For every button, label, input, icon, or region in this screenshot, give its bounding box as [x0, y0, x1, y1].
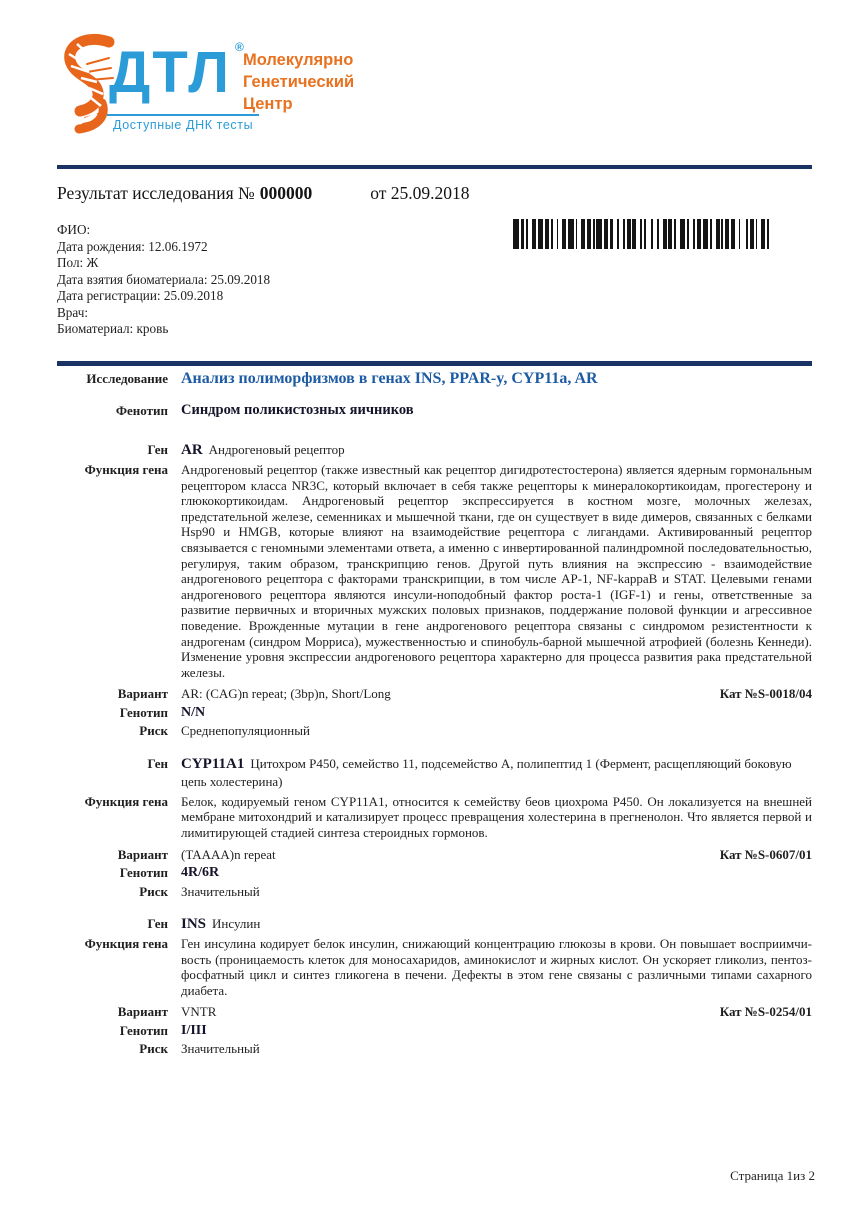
risk-value: Значительный — [181, 883, 260, 899]
gene-section-ar — [57, 441, 812, 741]
gene-function-label: Функция гена — [84, 462, 168, 477]
patient-sex-line: Пол: Ж — [57, 255, 99, 270]
genotype-row — [57, 864, 812, 883]
study-row — [57, 368, 812, 389]
doctor-line: Врач: — [57, 304, 89, 320]
gene-title — [181, 915, 812, 933]
tagline-line: Центр — [243, 95, 293, 113]
genotype-value: N/N — [181, 704, 206, 720]
gene-section-cyp11a1 — [57, 755, 812, 901]
gene-title — [181, 755, 812, 791]
risk-row — [57, 883, 812, 902]
study-title: Анализ полиморфизмов в генах INS, PPAR-y, CYP11a, AR — [181, 370, 598, 387]
registered-mark: ® — [235, 40, 244, 54]
risk-label: Риск — [139, 1041, 168, 1057]
report-title — [57, 183, 470, 204]
gene-function-label: Функция гена — [84, 793, 168, 809]
catalog-number: Кат №S-0254/01 — [719, 1004, 812, 1020]
variant-value: (TAAAA)n repeat — [181, 846, 276, 862]
logo-underline — [107, 114, 259, 116]
risk-label: Риск — [139, 723, 168, 739]
genotype-value: 4R/6R — [181, 865, 220, 881]
gene-label: Ген — [147, 755, 168, 771]
gene-symbol: INS — [181, 916, 207, 933]
tagline-line: Молекулярно — [243, 51, 354, 69]
page-footer: Страница 1из 2 — [730, 1168, 815, 1183]
catalog-number: Кат №S-0018/04 — [719, 686, 812, 702]
risk-row — [57, 1040, 812, 1059]
gene-name: Инсулин — [212, 916, 261, 932]
gene-row — [57, 915, 812, 933]
brand-text: ДТЛ — [109, 40, 231, 105]
variant-row — [57, 685, 812, 704]
gene-title — [181, 441, 812, 459]
genotype-value: I/III — [181, 1022, 207, 1038]
gene-function-row — [57, 462, 812, 680]
report-title-prefix: Результат исследования № — [57, 183, 255, 203]
biomaterial-line: Биоматериал: кровь — [57, 321, 169, 336]
registration-date-line: Дата регистрации: 25.09.2018 — [57, 288, 224, 303]
barcode — [513, 219, 777, 249]
logo-subtitle: Доступные ДНК тесты — [113, 118, 254, 132]
risk-value: Значительный — [181, 1041, 260, 1057]
gene-function-label: Функция гена — [84, 936, 168, 952]
study-label: Исследование — [86, 371, 168, 386]
report-number: 000000 — [259, 183, 313, 203]
variant-row — [57, 1003, 812, 1022]
gene-row — [57, 441, 812, 459]
gene-symbol: AR — [181, 442, 203, 458]
gene-row — [57, 755, 812, 791]
top-divider — [57, 165, 812, 169]
gene-label: Ген — [147, 916, 168, 932]
variant-value: VNTR — [181, 1004, 217, 1020]
gene-function-text: Ген инсулина кодирует белок инсулин, снижающий концентрацию глюкозы в крови. Он повышает восприимчи-вость (проницаемость клеток для моносахаридов, аминокислот и жирных кислот. Он ускоряет гликолиз, пентоз-фосфатный цикл и синтез гликогена в печени. Дефекты в этом гене связаны с различными типами сахарного диабета. — [181, 936, 812, 998]
genotype-label: Генотип — [119, 1022, 168, 1038]
report-date: от 25.09.2018 — [370, 183, 470, 203]
gene-function-row — [57, 794, 812, 841]
genotype-row — [57, 704, 812, 723]
phenotype-label: Фенотип — [115, 403, 168, 418]
gene-section-ins — [57, 915, 812, 1059]
phenotype-value: Синдром поликистозных яичников — [181, 402, 414, 418]
risk-value: Среднепопуляционный — [181, 723, 310, 739]
catalog-number: Кат №S-0607/01 — [719, 846, 812, 862]
tagline-line: Генетический — [243, 73, 355, 91]
variant-value: AR: (CAG)n repeat; (3bp)n, Short/Long — [181, 686, 391, 702]
logo — [57, 30, 417, 140]
gene-name: Цитохром Р450, семейство 11, подсемейство А, полипептид 1 (Фермент, расщепляющий боковую цепь холестерина) — [181, 755, 792, 789]
genotype-label: Генотип — [119, 704, 168, 720]
gene-function-text: Андрогеновый рецептор (также известный как рецептор дигидротестостерона) является ядерным гормональным рецептором класса NR3C, который включает в себя также рецепторы к минералокортикоидам, прогестерону и глюкокортикоидам. Андрогеновый рецептор экспрессируется в костном мозге, молочных железах, предстательной железе, семенниках и мышечной ткани, где он существует в виде димеров, связанных с белками Hsp90 и HMGB, которые влияют на взаимодействие рецептора с лигандами. Активированный рецептор связывается с геномными элементами ответа, а именно с инвертированной палиндромной последовательностью, регулируя, таким образом, транскрипцию генов. Другой путь влияния на экспрессию - взаимодействие андрогенового рецептора с факторами транскрипции, в том числе AP-1, NF-kappaB и STAT. Целевыми генами андрогенового рецептора являются инсули-ноподобный фактор роста-1 (IGF-1) и гены, ответственные за развитие первичных и вторичных мужских половых признаков, поддержание половой функции и агрессивное поведение. Врожденные мутации в гене андрогенового рецептора связаны с синдромом резистентности к андрогенам (синдром Морриса), мужественностью и спинобуль-барной мышечной атрофией (болезнь Кеннеди). Изменение уровня экспрессии андрогенового рецептора характерно для процесса развития рака предстательной железы. — [181, 462, 812, 680]
variant-label: Вариант — [117, 1004, 168, 1020]
gene-function-text: Белок, кодируемый геном CYP11A1, относится к семейству беов циохрома Р450. Он локализуется на внешней мембране митохондрий и катализирует процесс превращения холестерина в прегненолон. Что является первой и лимитирующей стадией синтеза стероидных гормонов. — [181, 793, 812, 840]
logo-tagline — [243, 49, 354, 115]
biomaterial-date-line: Дата взятия биоматериала: 25.09.2018 — [57, 271, 271, 287]
variant-label: Вариант — [117, 846, 168, 862]
variant-row — [57, 846, 812, 865]
variant-label: Вариант — [117, 686, 168, 702]
genotype-row — [57, 1022, 812, 1041]
phenotype-row — [57, 401, 812, 420]
gene-label: Ген — [147, 442, 168, 457]
section-divider — [57, 361, 812, 366]
patient-birthdate-line: Дата рождения: 12.06.1972 — [57, 238, 208, 254]
gene-symbol: CYP11A1 — [181, 755, 245, 772]
genotype-label: Генотип — [119, 865, 168, 881]
risk-label: Риск — [139, 883, 168, 899]
patient-info — [57, 222, 270, 338]
patient-name-line: ФИО: — [57, 222, 91, 237]
risk-row — [57, 722, 812, 741]
report-body — [57, 368, 812, 1073]
gene-function-row — [57, 936, 812, 998]
gene-name: Андрогеновый рецептор — [208, 442, 345, 457]
